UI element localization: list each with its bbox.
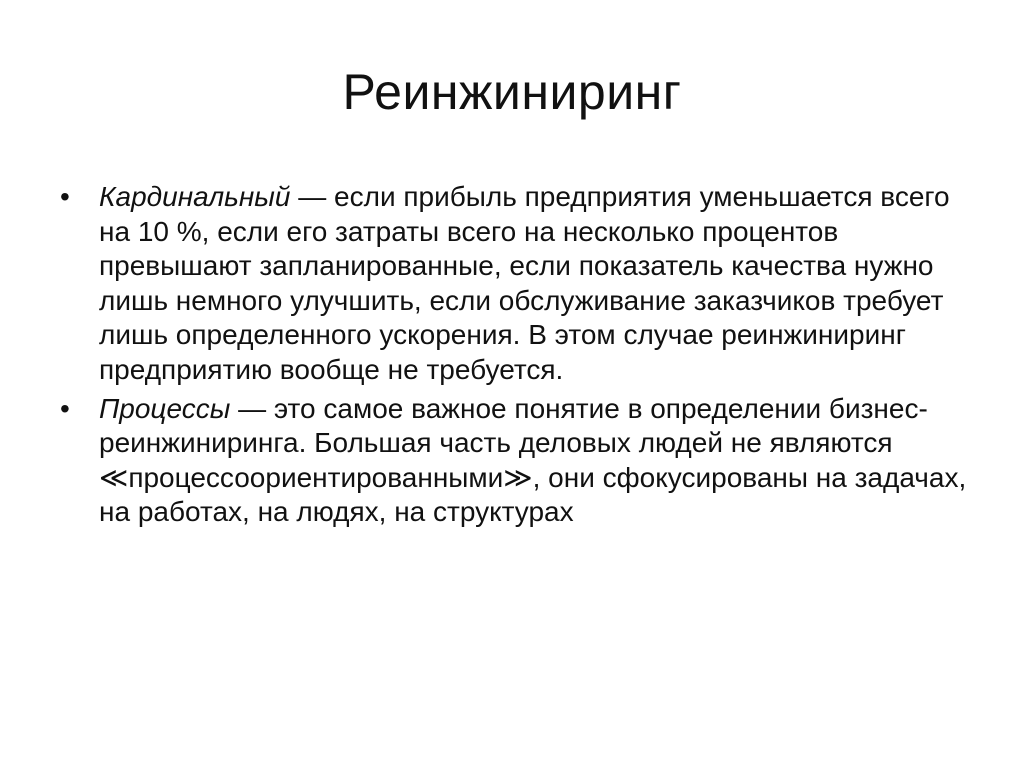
bullet-text: — это самое важное понятие в определении бизнес-реинжиниринга. Большая часть деловых людей не являются ≪процессоориентированными≫, они сфокусированы на задачах, на работах, на людях, на структурах: [99, 392, 967, 528]
slide-title: Реинжиниринг: [342, 64, 682, 120]
bullet-term: Процессы: [99, 392, 231, 424]
bullet-item: [60, 180, 980, 388]
bullet-dot-icon: •: [60, 392, 70, 424]
bullet-text: — если прибыль предприятия уменьшается всего на 10 %, если его затраты всего на несколько процентов превышают запланированные, если показатель качества нужно лишь немного улучшить, если обслуживание заказчиков требует лишь определенного ускорения. В этом случае реинжиниринг предприятию вообще не требуется.: [99, 181, 950, 385]
bullet-list: [60, 180, 980, 534]
bullet-item: [60, 392, 980, 530]
bullet-term: Кардинальный: [99, 181, 291, 212]
bullet-dot-icon: •: [60, 181, 70, 212]
